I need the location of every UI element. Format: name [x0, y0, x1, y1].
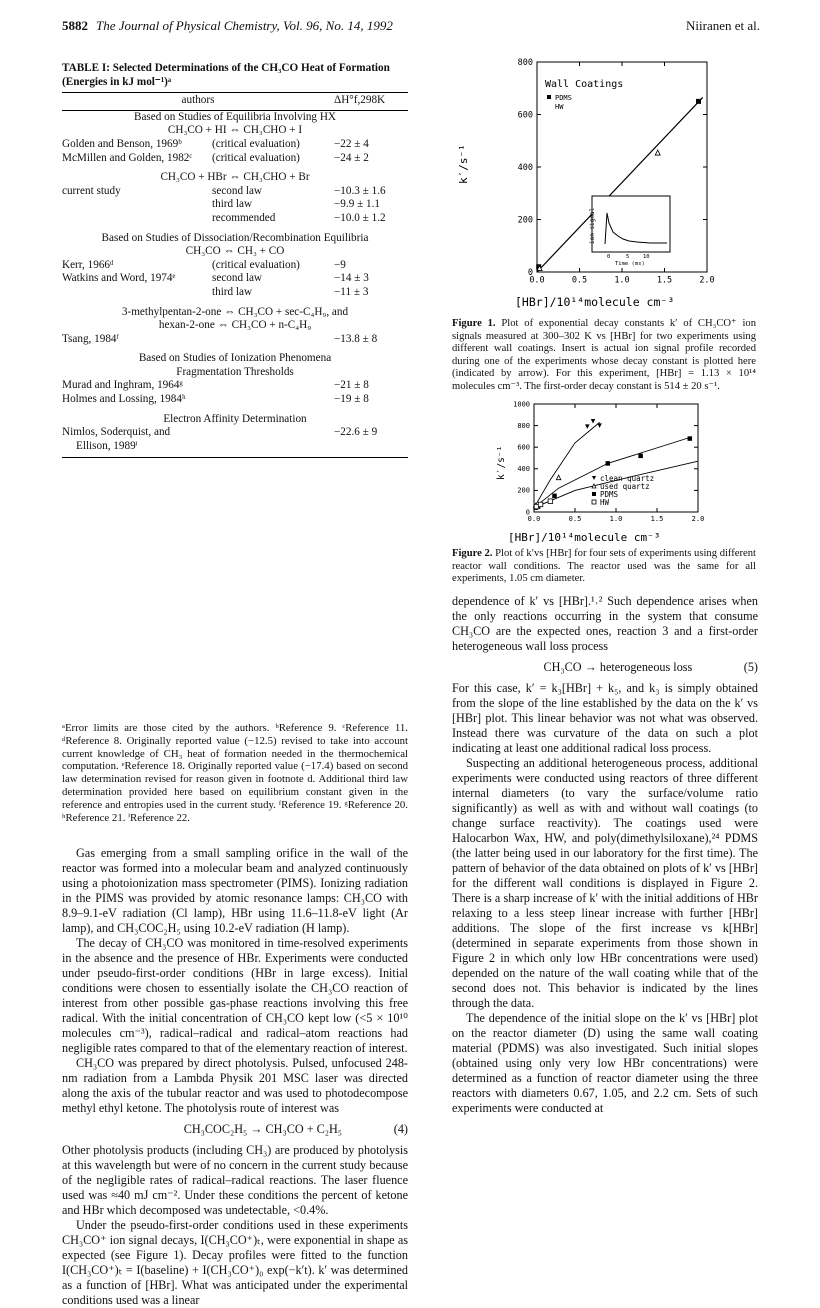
fig1-inset-xlabel: Time (ms) [615, 261, 645, 267]
table-row: third law −9.9 ± 1.1 [212, 198, 381, 211]
figure-1-caption: Figure 1. Plot of exponential decay constants k′ of CH₃CO⁺ ion signals measured at 300–302 K vs [HBr] for two experiments using different wall coatings. Insert is actual ion signal profile recorded during one of the experiments whose decay constant is plotted here (indicated by arrow). For this experiment, [HBr] = 1.13 × 10¹⁴ molecules cm⁻³. The first-order decay constant is 514 ± 20 s⁻¹. [452, 318, 756, 392]
x-tick-label: 0.5 [571, 275, 588, 286]
figure-2-caption: Figure 2. Plot of k′vs [HBr] for four sets of experiments using different reactor wall conditions. The reactor used was the same for all experiments, 1.05 cm diameter. [452, 548, 756, 585]
y-tick-label: 400 [517, 465, 530, 474]
section-heading: Based on Studies of Equilibria Involving HX [134, 110, 336, 123]
left-column [62, 846, 408, 1308]
data-point-open-square [548, 499, 553, 504]
fig1-inset-tick: 0 [607, 254, 611, 260]
x-tick-label: 0.0 [527, 515, 541, 523]
section-heading: Electron Affinity Determination [163, 412, 307, 425]
col-header-value: ΔH°f,298K [334, 94, 386, 107]
fig2-legend-pdms: PDMS [600, 490, 619, 499]
data-point-triangle [592, 476, 596, 480]
y-tick-label: 200 [517, 215, 533, 226]
y-tick-label: 1000 [513, 400, 530, 409]
table-row: Golden and Benson, 1969ᵇ (critical evaluation) −22 ± 4 [62, 137, 369, 150]
table-rule-bottom [62, 457, 408, 458]
col-header-authors: authors [181, 94, 215, 107]
y-tick-label: 400 [517, 162, 533, 173]
figure-1 [455, 48, 715, 318]
data-point-square [688, 436, 693, 441]
table-row: Kerr, 1966ᵈ (critical evaluation) −9 [62, 258, 346, 271]
equation-4: CH₃COC₂H₅ → CH₃CO + C₂H₅ (4) [183, 1122, 408, 1136]
y-tick-label: 800 [517, 421, 530, 430]
fig2-ylabel: k′/s⁻¹ [496, 445, 507, 480]
data-point-square [606, 461, 611, 466]
fig1-legend-hw: HW [555, 103, 564, 111]
paragraph: CH₃CO was prepared by direct photolysis. Pulsed, unfocused 248-nm radiation from a Lambda Physik 201 MSC laser was directed along the axis of the tubular reactor and was used to photodecompose methyl ethyl ketone. The photolysis route of interest was [62, 1056, 408, 1115]
data-point-open-triangle [556, 475, 561, 480]
fig1-legend-title: Wall Coatings [545, 79, 624, 90]
table-row: Murad and Inghram, 1964ᵍ −21 ± 8 [62, 379, 369, 392]
table-row: recommended −10.0 ± 1.2 [212, 211, 386, 224]
journal-title: The Journal of Physical Chemistry, Vol. 96, No. 14, 1992 [96, 18, 393, 33]
x-tick-label: 1.0 [609, 515, 623, 523]
legend-square-marker [547, 95, 551, 99]
paragraph: The decay of CH₃CO was monitored in time-resolved experiments in the absence and the presence of HBr. Experiments were conducted under pseudo-first-order conditions (HBr in large excess). Initial conditions were chosen to essentially isolate the CH₃CO reaction of interest from other possible gas-phase reactions involving this free radical. With the initial concentration of CH₃CO kept low (<5 × 10¹⁰ molecules cm⁻³), radical–radical and radical–atom reactions had negligible rates compared to that of the elementary reaction of interest. [62, 936, 408, 1055]
y-tick-label: 200 [517, 486, 530, 495]
reaction: CH₃CO ⇔ CH₃ + CO [185, 245, 285, 258]
data-point-square [552, 494, 557, 499]
data-point-open-square [538, 502, 543, 507]
data-point-open-square [592, 500, 596, 504]
section-heading: Based on Studies of Ionization Phenomena [138, 352, 332, 365]
paragraph: For this case, k′ = k₃[HBr] + k₅, and k₃ is simply obtained from the slope of the line established by the data on the k′ vs [HBr] plot. This linear behavior was not what was observed. Instead there was curvature of the data on such a plot indicating at least one additional radical loss process. [452, 681, 758, 755]
y-tick-label: 600 [517, 110, 533, 121]
figure-2 [490, 398, 710, 546]
x-tick-label: 1.5 [650, 515, 664, 523]
paragraph: The dependence of the initial slope on the k′ vs [HBr] plot on the reactor diameter (D) using the same wall coating material (PDMS) was also investigated. Such initial slopes (obtained using only very low HBr concentrations) were determined as a function of reactor diameter using the three reactors with diameters 0.67, 1.05, and 2.2 cm. Sets of such experiments were conducted at [452, 1011, 758, 1115]
data-point-triangle [597, 423, 602, 428]
data-point-square [592, 492, 596, 496]
table-title: TABLE I: Selected Determinations of the CH₃CO Heat of Formation (Energies in kJ mol⁻¹)ᵃ [62, 62, 390, 88]
fig1-inset-tick: 5 [626, 254, 630, 260]
fig1-inset-tick: 10 [643, 254, 650, 260]
table-row: current study second law −10.3 ± 1.6 [62, 184, 386, 197]
x-tick-label: 1.0 [614, 275, 630, 286]
right-column [452, 594, 758, 1116]
fig1-ylabel: k′/s⁻¹ [457, 144, 470, 184]
data-point-open-triangle [592, 484, 596, 488]
x-tick-label: 2.0 [699, 275, 715, 286]
y-tick-label: 0 [527, 267, 533, 278]
fig1-xlabel: [HBr]/10¹⁴molecule cm⁻³ [515, 295, 675, 309]
paragraph: Other photolysis products (including CH₃) are produced by photolysis at this wavelength but were of no concern in the current study because of the negligible rates of radical–radical reactions. The laser fluence used was ≈40 mJ cm⁻². Under these conditions the percent of ketone and HBr which decomposed was undetectable, <0.4%. [62, 1143, 408, 1217]
table-row: Holmes and Lossing, 1984ʰ −19 ± 8 [62, 393, 369, 406]
fig2-legend-clean: clean quartz [600, 474, 655, 483]
data-point-square [696, 99, 701, 104]
x-tick-label: 0.5 [568, 515, 582, 523]
y-tick-label: 800 [517, 57, 533, 68]
x-tick-label: 2.0 [691, 515, 705, 523]
trend-line [534, 422, 600, 507]
fig2-xlabel: [HBr]/10¹⁴molecule cm⁻³ [508, 531, 661, 544]
reaction: CH₃CO + HBr ⇔ CH₃CHO + Br [160, 171, 310, 184]
table-i [62, 62, 408, 458]
data-point-triangle [585, 424, 590, 429]
reaction: 3-methylpentan-2-one ⇔ CH₃CO + sec-C₄H₉, and [121, 305, 349, 318]
y-tick-label: 0 [525, 508, 530, 517]
fig2-legend-hw: HW [600, 498, 610, 507]
x-tick-label: 1.5 [656, 275, 673, 286]
table-footnote: ᵃError limits are those cited by the authors. ᵇReference 9. ᶜReference 11. ᵈReference 8. Originally reported value (−12.5) revised to take into account current knowledge of CH₃ heat of formation needed in the thermochemical computation. ᵉReference 18. Originally reported value (−17.4) based on second law determination revised for reason given in footnote d. Additional third law determination provided here based on equilibrium constant given in the reference and entropies used in the current study. ᶠReference 19. ᵍReference 20. ʰReference 21. ⁱReference 22. [62, 722, 408, 824]
fig2-legend-used: used quartz [600, 482, 650, 491]
paragraph: Under the pseudo-first-order conditions used in these experiments CH₃CO⁺ ion signal decays, I(CH₃CO⁺)ₜ, were exponential in shape as expected (see Figure 1). Decay profiles were fitted to the function I(CH₃CO⁺)ₜ = I(baseline) + I(CH₃CO⁺)₀ exp(−k′t). k′ was determined as a function of [HBr]. What was anticipated under the experimental conditions used was a linear [62, 1218, 408, 1307]
reaction: CH₃CO + HI ⇔ CH₃CHO + I [167, 124, 303, 137]
table-rule-top [62, 92, 408, 93]
paragraph: dependence of k′ vs [HBr].¹˒² Such dependence arises when the only reactions occurring in the system that consume CH₃CO are the expected ones, reaction 3 and a first-order heterogeneous wall loss process [452, 594, 758, 653]
reaction: hexan-2-one ⇔ CH₃CO + n-C₄H₉ [158, 319, 312, 332]
table-row: Ellison, 1989ⁱ [76, 439, 138, 452]
y-tick-label: 600 [517, 443, 530, 452]
table-row: Watkins and Word, 1974ᵉ second law −14 ± 3 [62, 272, 369, 285]
page-number: 5882 [62, 18, 88, 33]
equation-5: CH₃CO → heterogeneous loss (5) [543, 660, 758, 674]
paragraph: Gas emerging from a small sampling orifice in the wall of the reactor was formed into a molecular beam and analyzed continuously using a photoionization mass spectrometer (PIMS). Ionizing radiation in the PIMS was provided by atomic resonance lamps: CH₃CO with 8.9–9.1-eV radiation (Cl lamp), HBr using 11.6–11.8-eV light (Ar lamp), and CH₃COC₂H₅ using 10.2-eV radiation (H lamp). [62, 846, 408, 935]
section-heading: Based on Studies of Dissociation/Recombination Equilibria [101, 231, 369, 244]
table-row: McMillen and Golden, 1982ᶜ (critical evaluation) −24 ± 2 [62, 151, 369, 164]
fig1-legend-pdms: PDMS [555, 94, 572, 102]
data-point-open-triangle [655, 150, 660, 155]
table-row: Tsang, 1984ᶠ −13.8 ± 8 [62, 332, 378, 345]
running-authors: Niiranen et al. [686, 18, 760, 33]
table-row: third law −11 ± 3 [212, 285, 369, 298]
table-row: Nimlos, Soderquist, and −22.6 ± 9 [62, 426, 378, 439]
fig1-inset-frame [592, 196, 670, 252]
data-point-square [638, 454, 643, 459]
x-tick-label: 0.0 [529, 275, 545, 286]
paragraph: Suspecting an additional heterogeneous process, additional experiments were conducted using reactors of three different internal diameters (to vary the surface/volume ratio significantly) as well as with and without wall coatings (to change surface reactivity). The coatings used were Halocarbon Wax, HW, and poly(dimethylsiloxane),²⁴ PDMS (the latter being used in our laboratory for the first time). The pattern of behavior of the data obtained on plots of k′ vs [HBr] for the different wall conditions is displayed in Figure 2. There is a sharp increase of k′ with the initial additions of HBr relaxing to a less steep linear increase with further [HBr] additions. The slope of the first increase vs k[HBr] (determined in separate experiments from those shown in Figure 2 in which only low HBr concentrations were used) depended on the nature of the wall coating while that of the second does not. This behavior is indicated by the lines through the data. [452, 756, 758, 1010]
data-point-triangle [591, 419, 596, 424]
fig1-inset-ylabel: ion signal [589, 207, 596, 244]
section-heading: Fragmentation Thresholds [176, 365, 294, 378]
